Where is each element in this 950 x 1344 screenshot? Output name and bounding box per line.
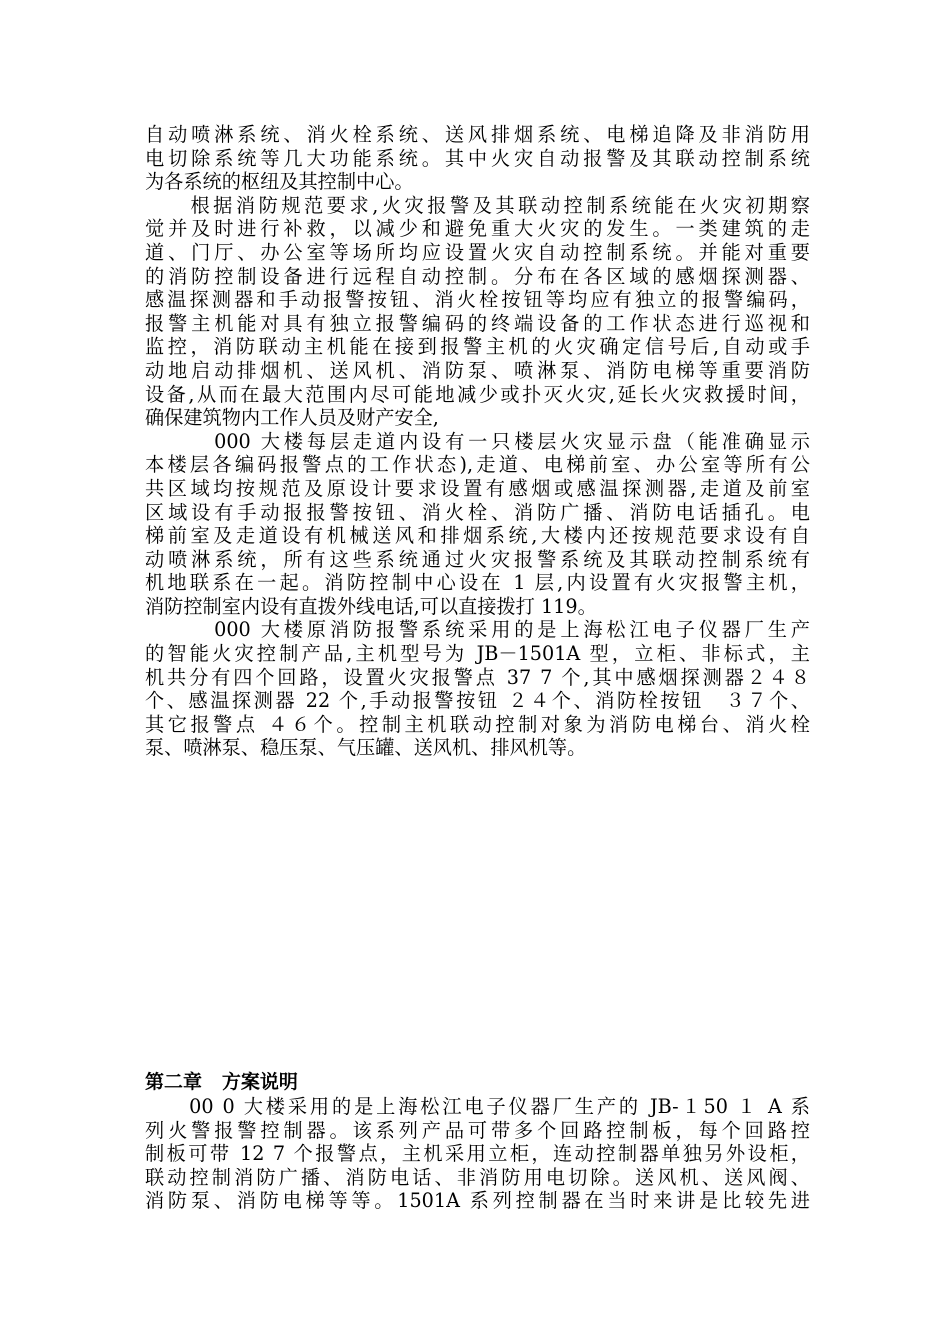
text-line: 动喷淋系统，所有这些系统通过火灾报警系统及其联动控制系统有 [145,547,810,571]
text-line: 梯前室及走道设有机械送风和排烟系统,大楼内还按规范要求设有自 [145,524,810,548]
text-line: 的消防控制设备进行远程自动控制。分布在各区域的感烟探测器、 [145,264,810,288]
chapter2-body [145,1069,810,1213]
text-line: 觉并及时进行补救，以减少和避免重大火灾的发生。一类建筑的走 [145,217,810,241]
text-line: 00 0 大楼采用的是上海松江电子仪器厂生产的 JB-１50 １ A 系 [145,1095,810,1118]
text-line: 电切除系统等几大功能系统。其中火灾自动报警及其联动控制系统 [145,146,810,170]
text-line: 000 大楼每层走道内设有一只楼层火灾显示盘（能准确显示 [145,429,810,453]
chapter-heading: 第二章 方案说明 [145,1071,298,1093]
text-line: 制板可带 12 7 个报警点，主机采用立柜，连动控制器单独另外设柜， [145,1142,810,1166]
text-line: 本楼层各编码报警点的工作状态),走道、电梯前室、办公室等所有公 [145,453,810,477]
text-line: 根据消防规范要求,火灾报警及其联动控制系统能在火灾初期察 [145,193,810,217]
text-line: 消防控制室内设有直拨外线电话,可以直接拨打 119。 [145,594,597,618]
text-line: 确保建筑物内工作人员及财产安全, [145,406,439,430]
text-line: 消防泵、消防电梯等等。1501A 系列控制器在当时来讲是比较先进 [145,1189,810,1213]
paragraph-building-floor-equipment [145,430,810,619]
text-line: 列火警报警控制器。该系列产品可带多个回路控制板，每个回路控 [145,1118,810,1142]
text-line: 报警主机能对具有独立报警编码的终端设备的工作状态进行巡视和 [145,311,810,335]
text-line: 区域设有手动报报警按钮、消火栓、消防广播、消防电话插孔。电 [145,500,810,524]
paragraph-original-alarm-system [145,618,810,760]
text-line: 泵、喷淋泵、稳压泵、气压罐、送风机、排风机等。 [145,736,587,760]
text-line: 共区域均按规范及原设计要求设置有感烟或感温探测器,走道及前室 [145,476,810,500]
text-line: 自动喷淋系统、消火栓系统、送风排烟系统、电梯追降及非消防用 [145,123,810,146]
text-line: 为各系统的枢纽及其控制中心。 [145,170,414,194]
paragraph-scheme-description [145,1095,810,1213]
chapter1-body [145,123,810,760]
text-line: 机共分有四个回路，设置火灾报警点 37 7 个,其中感烟探测器２４８ [145,665,810,689]
text-line: 的智能火灾控制产品,主机型号为 JB－1501A 型，立柜、非标式，主 [145,642,810,666]
paragraph-fire-code-requirements [145,194,810,430]
text-line: 000 大楼原消防报警系统采用的是上海松江电子仪器厂生产 [145,618,810,642]
text-line: 其它报警点 ４６个。控制主机联动控制对象为消防电梯台、消火栓 [145,712,810,736]
text-line: 联动控制消防广播、消防电话、非消防用电切除。送风机、送风阀、 [145,1165,810,1189]
paragraph-fire-systems-overview [145,123,810,194]
text-line: 个、感温探测器 22 个,手动报警按钮 ２４个、消防栓按钮 ３７个、 [145,689,810,713]
text-line: 感温探测器和手动报警按钮、消火栓按钮等均应有独立的报警编码， [145,288,810,312]
text-line: 设备,从而在最大范围内尽可能地减少或扑灭火灾,延长火灾救援时间， [145,382,810,406]
text-line: 监控，消防联动主机能在接到报警主机的火灾确定信号后,自动或手 [145,335,810,359]
text-line: 道、门厅、办公室等场所均应设置火灾自动控制系统。并能对重要 [145,240,810,264]
text-line: 动地启动排烟机、送风机、消防泵、喷淋泵、消防电梯等重要消防 [145,358,810,382]
text-line: 机地联系在一起。消防控制中心设在 1 层,内设置有火灾报警主机， [145,571,810,595]
